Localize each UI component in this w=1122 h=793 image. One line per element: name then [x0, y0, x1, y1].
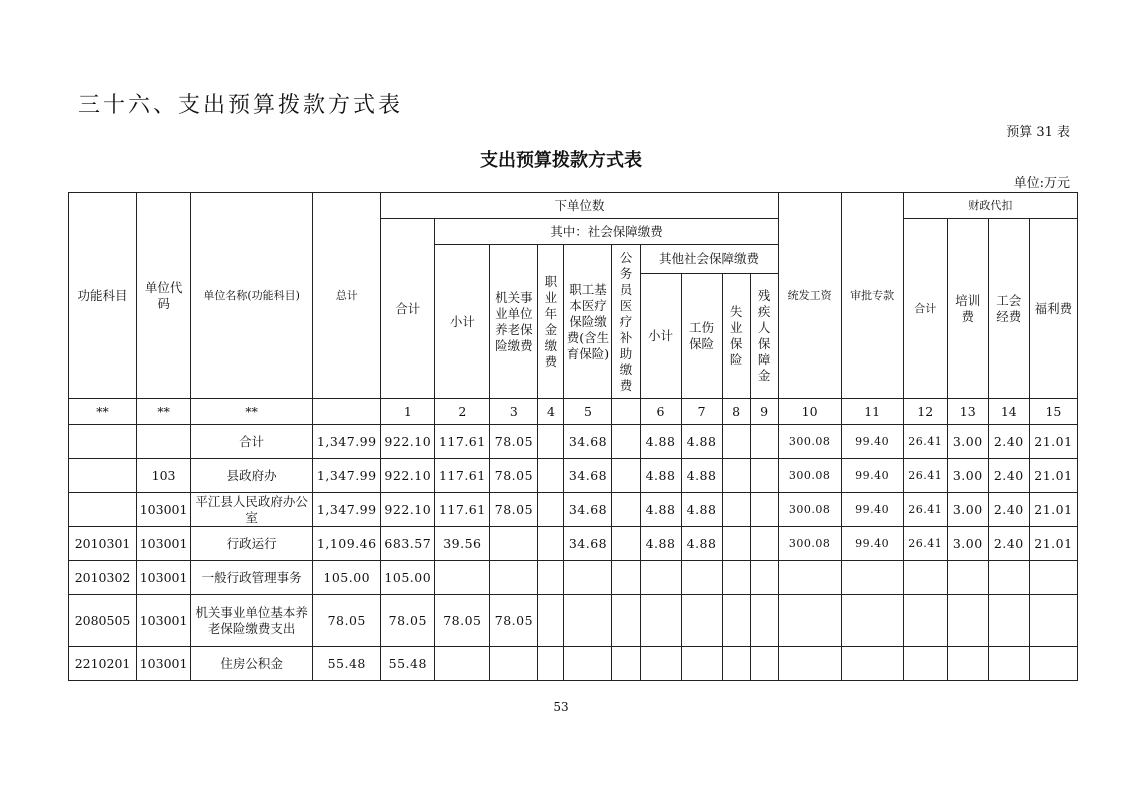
value-cell: 34.68: [564, 493, 612, 527]
value-cell: 2.40: [988, 493, 1029, 527]
col-total: 总计: [313, 193, 381, 399]
index-cell: 15: [1029, 399, 1077, 425]
value-cell: [490, 647, 538, 681]
func-subject-cell: 2010302: [69, 561, 137, 595]
index-cell: 10: [778, 399, 841, 425]
value-cell: 21.01: [1029, 459, 1077, 493]
value-cell: [681, 647, 722, 681]
col-unemployment: 失业保险: [722, 274, 750, 399]
value-cell: [903, 595, 947, 647]
value-cell: [988, 561, 1029, 595]
unit-name-cell: 县政府办: [191, 459, 313, 493]
unit-code-cell: 103001: [137, 561, 191, 595]
value-cell: [750, 425, 778, 459]
budget-table: [68, 192, 1078, 681]
func-subject-cell: 2080505: [69, 595, 137, 647]
unit-name-cell: 住房公积金: [191, 647, 313, 681]
unit-name-cell: 机关事业单位基本养老保险缴费支出: [191, 595, 313, 647]
func-subject-cell: 2010301: [69, 527, 137, 561]
value-cell: [490, 561, 538, 595]
value-cell: [778, 561, 841, 595]
value-cell: [1029, 647, 1077, 681]
value-cell: 99.40: [841, 527, 903, 561]
value-cell: 2.40: [988, 527, 1029, 561]
value-cell: [778, 647, 841, 681]
value-cell: [750, 647, 778, 681]
col-unified-salary: 统发工资: [778, 193, 841, 399]
value-cell: [947, 595, 988, 647]
page-number: 53: [553, 700, 569, 714]
value-cell: [681, 561, 722, 595]
value-cell: 4.88: [681, 425, 722, 459]
value-cell: 922.10: [381, 459, 435, 493]
col-approved-special: 审批专款: [841, 193, 903, 399]
table-row: [69, 647, 1078, 681]
col-disability: 残疾人保障金: [750, 274, 778, 399]
section-title: 三十六、支出预算拨款方式表: [78, 93, 404, 118]
value-cell: 300.08: [778, 527, 841, 561]
value-cell: 21.01: [1029, 493, 1077, 527]
value-cell: 300.08: [778, 459, 841, 493]
table-row: [69, 493, 1078, 527]
col-occupational-annuity: 职业年金缴费: [538, 245, 564, 399]
table-row: [69, 527, 1078, 561]
value-cell: 4.88: [681, 493, 722, 527]
value-cell: 4.88: [640, 425, 681, 459]
value-cell: 26.41: [903, 493, 947, 527]
value-cell: [750, 459, 778, 493]
index-cell: 13: [947, 399, 988, 425]
unit-code-cell: 103001: [137, 527, 191, 561]
col-ss-subtotal: 小计: [435, 245, 490, 399]
value-cell: 3.00: [947, 527, 988, 561]
value-cell: 3.00: [947, 425, 988, 459]
value-cell: [538, 527, 564, 561]
value-cell: [947, 561, 988, 595]
col-fd-total: 合计: [903, 219, 947, 399]
value-cell: 78.05: [490, 459, 538, 493]
value-cell: [778, 595, 841, 647]
unit-name-cell: 合计: [191, 425, 313, 459]
index-cell: **: [191, 399, 313, 425]
col-union: 工会经费: [988, 219, 1029, 399]
value-cell: [640, 561, 681, 595]
value-cell: [1029, 561, 1077, 595]
table-row: [69, 561, 1078, 595]
value-cell: 1,347.99: [313, 459, 381, 493]
index-cell: 4: [538, 399, 564, 425]
index-cell: 7: [681, 399, 722, 425]
index-cell: [612, 399, 640, 425]
value-cell: [564, 561, 612, 595]
value-cell: [538, 493, 564, 527]
value-cell: 39.56: [435, 527, 490, 561]
unit-label: 单位:万元: [1013, 176, 1070, 191]
value-cell: [435, 561, 490, 595]
value-cell: 34.68: [564, 527, 612, 561]
value-cell: [612, 527, 640, 561]
index-cell: 6: [640, 399, 681, 425]
index-cell: [313, 399, 381, 425]
value-cell: 2.40: [988, 459, 1029, 493]
value-cell: 105.00: [381, 561, 435, 595]
func-subject-cell: [69, 425, 137, 459]
func-subject-cell: [69, 459, 137, 493]
value-cell: 683.57: [381, 527, 435, 561]
value-cell: [538, 595, 564, 647]
value-cell: 1,347.99: [313, 425, 381, 459]
value-cell: [903, 561, 947, 595]
value-cell: [612, 647, 640, 681]
value-cell: [722, 647, 750, 681]
group-social-security: 其中：社会保障缴费: [435, 219, 778, 245]
index-cell: 12: [903, 399, 947, 425]
value-cell: [841, 561, 903, 595]
col-lower-total: 合计: [381, 219, 435, 399]
value-cell: [490, 527, 538, 561]
index-cell: **: [137, 399, 191, 425]
value-cell: 1,347.99: [313, 493, 381, 527]
value-cell: [841, 595, 903, 647]
value-cell: 78.05: [435, 595, 490, 647]
value-cell: [988, 647, 1029, 681]
value-cell: 26.41: [903, 459, 947, 493]
value-cell: 117.61: [435, 425, 490, 459]
value-cell: [903, 647, 947, 681]
value-cell: 4.88: [681, 459, 722, 493]
index-cell: 11: [841, 399, 903, 425]
value-cell: [750, 493, 778, 527]
form-number: 预算 31 表: [1006, 125, 1070, 140]
table-row: [69, 459, 1078, 493]
value-cell: 300.08: [778, 493, 841, 527]
index-cell: 2: [435, 399, 490, 425]
group-lower-units: 下单位数: [381, 193, 778, 219]
index-cell: 8: [722, 399, 750, 425]
value-cell: [640, 647, 681, 681]
value-cell: [538, 425, 564, 459]
value-cell: 55.48: [313, 647, 381, 681]
value-cell: 55.48: [381, 647, 435, 681]
index-cell: 9: [750, 399, 778, 425]
unit-code-cell: 103: [137, 459, 191, 493]
value-cell: 34.68: [564, 459, 612, 493]
func-subject-cell: [69, 493, 137, 527]
col-injury: 工伤保险: [681, 274, 722, 399]
value-cell: [750, 561, 778, 595]
value-cell: [612, 595, 640, 647]
value-cell: 4.88: [681, 527, 722, 561]
value-cell: [640, 595, 681, 647]
col-unit-name: 单位名称(功能科目): [191, 193, 313, 399]
value-cell: [722, 595, 750, 647]
value-cell: [612, 493, 640, 527]
value-cell: 4.88: [640, 493, 681, 527]
value-cell: [681, 595, 722, 647]
value-cell: 922.10: [381, 493, 435, 527]
unit-code-cell: [137, 425, 191, 459]
index-cell: **: [69, 399, 137, 425]
group-fiscal-deduction: 财政代扣: [903, 193, 1077, 219]
func-subject-cell: 2210201: [69, 647, 137, 681]
value-cell: 300.08: [778, 425, 841, 459]
value-cell: [538, 647, 564, 681]
index-cell: 14: [988, 399, 1029, 425]
value-cell: 3.00: [947, 459, 988, 493]
value-cell: 4.88: [640, 459, 681, 493]
col-func-subject: 功能科目: [69, 193, 137, 399]
value-cell: [988, 595, 1029, 647]
value-cell: [612, 425, 640, 459]
value-cell: 78.05: [313, 595, 381, 647]
value-cell: 117.61: [435, 493, 490, 527]
col-training: 培训费: [947, 219, 988, 399]
value-cell: 99.40: [841, 459, 903, 493]
index-cell: 1: [381, 399, 435, 425]
table-title: 支出预算拨款方式表: [480, 150, 642, 171]
value-cell: [722, 425, 750, 459]
value-cell: [722, 459, 750, 493]
value-cell: 2.40: [988, 425, 1029, 459]
value-cell: [435, 647, 490, 681]
unit-code-cell: 103001: [137, 493, 191, 527]
value-cell: 3.00: [947, 493, 988, 527]
col-unit-code: 单位代码: [137, 193, 191, 399]
value-cell: [538, 561, 564, 595]
value-cell: [947, 647, 988, 681]
col-medical: 职工基本医疗保险缴费(含生育保险): [564, 245, 612, 399]
index-cell: 3: [490, 399, 538, 425]
value-cell: [722, 493, 750, 527]
value-cell: 99.40: [841, 493, 903, 527]
value-cell: [750, 595, 778, 647]
value-cell: [841, 647, 903, 681]
col-welfare: 福利费: [1029, 219, 1077, 399]
unit-code-cell: 103001: [137, 595, 191, 647]
value-cell: [564, 595, 612, 647]
value-cell: [750, 527, 778, 561]
index-cell: 5: [564, 399, 612, 425]
value-cell: 78.05: [490, 595, 538, 647]
value-cell: 34.68: [564, 425, 612, 459]
value-cell: 117.61: [435, 459, 490, 493]
value-cell: [612, 561, 640, 595]
table-row: [69, 595, 1078, 647]
value-cell: 99.40: [841, 425, 903, 459]
group-other-ss: 其他社会保障缴费: [640, 245, 778, 274]
table-row: [69, 425, 1078, 459]
value-cell: [564, 647, 612, 681]
value-cell: 26.41: [903, 425, 947, 459]
col-civil-servant-medical: 公务员医疗补助缴费: [612, 245, 640, 399]
value-cell: [1029, 595, 1077, 647]
value-cell: 4.88: [640, 527, 681, 561]
value-cell: 922.10: [381, 425, 435, 459]
value-cell: 105.00: [313, 561, 381, 595]
col-org-pension: 机关事业单位养老保险缴费: [490, 245, 538, 399]
unit-name-cell: 平江县人民政府办公室: [191, 493, 313, 527]
header-row-1: [69, 193, 1078, 219]
value-cell: [722, 561, 750, 595]
unit-name-cell: 行政运行: [191, 527, 313, 561]
col-other-subtotal: 小计: [640, 274, 681, 399]
value-cell: 1,109.46: [313, 527, 381, 561]
index-row: [69, 399, 1078, 425]
value-cell: 78.05: [490, 493, 538, 527]
value-cell: [612, 459, 640, 493]
unit-name-cell: 一般行政管理事务: [191, 561, 313, 595]
unit-code-cell: 103001: [137, 647, 191, 681]
value-cell: [538, 459, 564, 493]
value-cell: 78.05: [490, 425, 538, 459]
value-cell: 26.41: [903, 527, 947, 561]
value-cell: [722, 527, 750, 561]
value-cell: 21.01: [1029, 425, 1077, 459]
value-cell: 78.05: [381, 595, 435, 647]
value-cell: 21.01: [1029, 527, 1077, 561]
